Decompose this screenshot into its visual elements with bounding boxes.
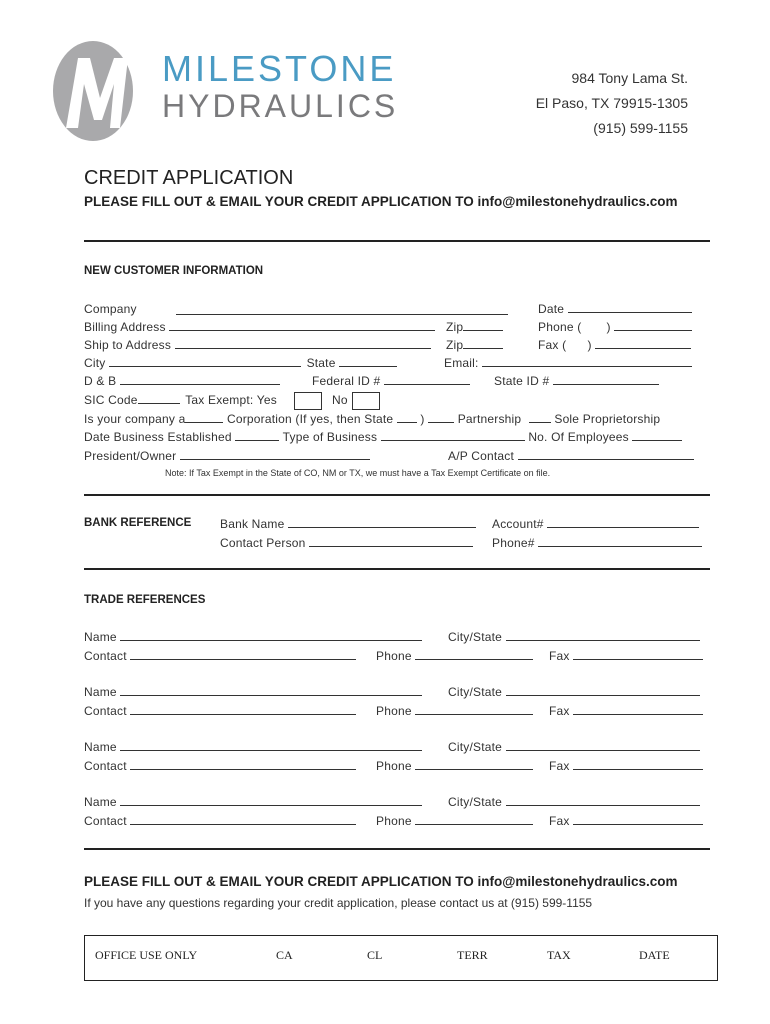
trade-4-phone-field[interactable] [415,814,533,825]
trade-2-fax-field[interactable] [573,704,703,715]
trade-3-city-state-field[interactable] [506,740,700,751]
date-field[interactable] [568,302,692,313]
address-city: El Paso, TX 79915-1305 [535,95,688,111]
tax-exempt-label: Tax Exempt: Yes [185,393,277,407]
zip-label-2: Zip [446,338,464,352]
employees-field[interactable] [632,430,682,441]
company-field[interactable] [176,304,508,315]
state-id-field[interactable] [553,374,659,385]
trade-2-phone-field[interactable] [415,704,533,715]
phone-field[interactable] [614,320,692,331]
sole-proprietor-label: Sole Proprietorship [554,412,661,426]
billing-address-field[interactable] [169,320,435,331]
employees-label: No. Of Employees [528,430,629,444]
trade-4-contact-field[interactable] [130,814,356,825]
business-type-label: Type of Business [282,430,378,444]
state-label: State [306,356,336,370]
state-id-label: State ID # [494,374,550,388]
trade-4-name-field[interactable] [120,795,422,806]
trade-4-city-state-field[interactable] [506,795,700,806]
address-phone: (915) 599-1155 [593,120,688,136]
corporation-state-field[interactable] [397,412,417,423]
trade-2-city-state-field[interactable] [506,685,700,696]
trade-name-label: Name [84,795,117,809]
company-label: Company [84,302,137,316]
db-field[interactable] [120,374,280,385]
trade-3-contact-field[interactable] [130,759,356,770]
email-field[interactable] [482,356,692,367]
office-cl-label: CL [367,948,383,962]
trade-contact-label: Contact [84,759,127,773]
trade-city-state-label: City/State [448,630,503,644]
trade-2-name-field[interactable] [120,685,422,696]
business-type-field[interactable] [381,430,525,441]
trade-phone-label: Phone [376,759,412,773]
partnership-field[interactable] [428,412,454,423]
fax-area-field[interactable] [570,339,584,349]
sic-code-field[interactable] [138,393,180,404]
trade-1-contact-field[interactable] [130,649,356,660]
db-label: D & B [84,374,117,388]
office-use-label: OFFICE USE ONLY [95,948,198,962]
trade-phone-label: Phone [376,649,412,663]
address-street: 984 Tony Lama St. [571,70,688,86]
logo-company-type: HYDRAULICS [162,88,399,124]
phone-paren: ) [606,320,611,334]
city-label: City [84,356,106,370]
office-use-box [84,935,718,981]
partnership-label: Partnership [457,412,522,426]
trade-3-name-field[interactable] [120,740,422,751]
company-type-label: Is your company a [84,412,186,426]
divider [84,568,710,570]
bank-phone-field[interactable] [538,536,702,547]
established-field[interactable] [235,430,279,441]
trade-3-fax-field[interactable] [573,759,703,770]
footer-contact-note: If you have any questions regarding your credit application, please contact us at (915) 599-1155 [84,896,593,910]
divider [84,848,710,850]
city-field[interactable] [109,356,301,367]
section-heading-customer: NEW CUSTOMER INFORMATION [84,265,264,277]
trade-city-state-label: City/State [448,795,503,809]
divider [84,494,710,496]
trade-fax-label: Fax [549,704,570,718]
divider [84,240,710,242]
page-title: CREDIT APPLICATION [84,167,294,189]
trade-phone-label: Phone [376,814,412,828]
trade-contact-label: Contact [84,814,127,828]
ship-address-field[interactable] [175,338,431,349]
trade-name-label: Name [84,740,117,754]
logo-mark-icon [48,40,148,142]
established-label: Date Business Established [84,430,232,444]
tax-exempt-yes-checkbox[interactable] [294,392,322,410]
trade-1-name-field[interactable] [120,630,422,641]
billing-address-label: Billing Address [84,320,166,334]
section-heading-bank: BANK REFERENCE [84,517,192,529]
trade-3-phone-field[interactable] [415,759,533,770]
footer-heading: PLEASE FILL OUT & EMAIL YOUR CREDIT APPLICATION TO info@milestonehydraulics.com [84,874,678,889]
fax-label: Fax ( [538,338,567,352]
logo-company-name: MILESTONE [162,48,397,89]
corporation-label: Corporation (If yes, then State [227,412,394,426]
trade-2-contact-field[interactable] [130,704,356,715]
bank-phone-label: Phone# [492,536,535,550]
federal-id-label: Federal ID # [312,374,381,388]
trade-1-city-state-field[interactable] [506,630,700,641]
tax-exempt-no-checkbox[interactable] [352,392,380,410]
sole-proprietor-field[interactable] [529,412,551,423]
office-tax-label: TAX [547,948,571,962]
bank-account-label: Account# [492,517,544,531]
trade-phone-label: Phone [376,704,412,718]
bank-contact-label: Contact Person [220,536,306,550]
trade-name-label: Name [84,630,117,644]
bank-account-field[interactable] [547,517,699,528]
trade-contact-label: Contact [84,649,127,663]
billing-zip-field[interactable] [463,320,503,331]
sic-code-label: SIC Code [84,393,138,407]
phone-label: Phone ( [538,320,582,334]
trade-fax-label: Fax [549,814,570,828]
corporation-paren: ) [420,412,425,426]
company-logo [48,40,399,140]
state-field[interactable] [339,356,397,367]
date-label: Date [538,302,565,316]
fax-field[interactable] [595,338,691,349]
ship-address-label: Ship to Address [84,338,172,352]
bank-contact-field[interactable] [309,536,473,547]
tax-exempt-note: Note: If Tax Exempt in the State of CO, NM or TX, we must have a Tax Exempt Certificate on file. [165,468,551,478]
trade-fax-label: Fax [549,649,570,663]
trade-contact-label: Contact [84,704,127,718]
trade-city-state-label: City/State [448,740,503,754]
ship-zip-field[interactable] [463,338,503,349]
ap-contact-field[interactable] [518,449,694,460]
section-heading-trade: TRADE REFERENCES [84,594,206,606]
email-label: Email: [444,356,479,370]
federal-id-field[interactable] [384,374,470,385]
page-subtitle: PLEASE FILL OUT & EMAIL YOUR CREDIT APPLICATION TO info@milestonehydraulics.com [84,194,678,209]
office-terr-label: TERR [457,948,488,962]
bank-name-label: Bank Name [220,517,285,531]
trade-name-label: Name [84,685,117,699]
trade-city-state-label: City/State [448,685,503,699]
president-field[interactable] [180,449,370,460]
ap-contact-label: A/P Contact [448,449,515,463]
office-ca-label: CA [276,948,293,962]
office-date-label: DATE [639,948,670,962]
trade-1-phone-field[interactable] [415,649,533,660]
president-label: President/Owner [84,449,177,463]
company-type-field[interactable] [185,412,223,423]
trade-4-fax-field[interactable] [573,814,703,825]
zip-label: Zip [446,320,464,334]
tax-exempt-no-label: No [332,393,348,407]
fax-paren: ) [587,338,592,352]
phone-area-field[interactable] [585,321,603,331]
bank-name-field[interactable] [288,517,476,528]
trade-1-fax-field[interactable] [573,649,703,660]
trade-fax-label: Fax [549,759,570,773]
